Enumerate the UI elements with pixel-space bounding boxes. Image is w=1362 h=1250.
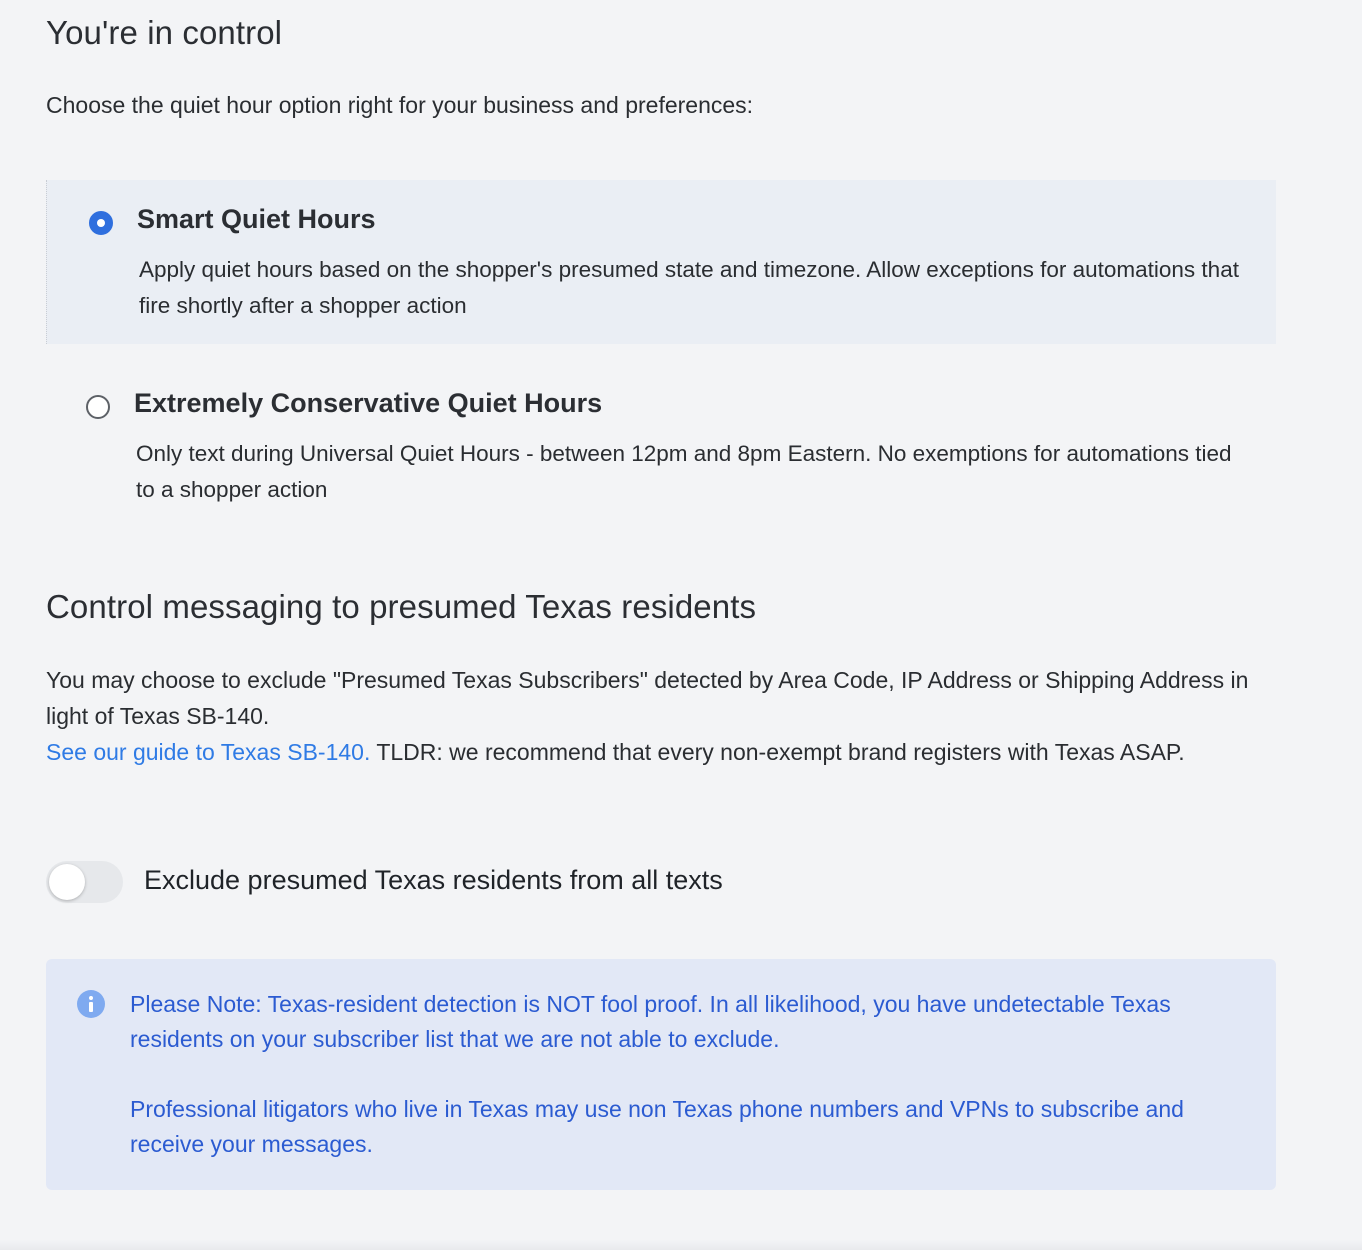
texas-note-callout	[46, 959, 1276, 1190]
option-conservative-quiet-hours[interactable]	[46, 364, 1276, 524]
texas-guide-paragraph	[46, 734, 1276, 770]
radio-selected-dot	[97, 219, 105, 227]
quiet-hours-title: You're in control	[46, 14, 283, 51]
option-description-smart-quiet-hours: Apply quiet hours based on the shopper's presumed state and timezone. Allow exceptions for automations that fire shortly after a shopper action	[139, 257, 1239, 318]
quiet-hours-intro: Choose the quiet hour option right for your business and preferences:	[46, 92, 754, 118]
option-smart-quiet-hours[interactable]	[46, 180, 1276, 344]
page-bottom-edge	[0, 1240, 1362, 1250]
info-icon-bar	[89, 1002, 93, 1012]
note-text	[130, 987, 1250, 1162]
texas-section-title: Control messaging to presumed Texas residents	[46, 588, 757, 625]
note-paragraph-1: Please Note: Texas-resident detection is NOT fool proof. In all likelihood, you have undetectable Texas residents on your subscriber list that we are not able to exclude.	[130, 991, 1171, 1052]
exclude-texas-toggle-row	[46, 860, 946, 904]
option-description-conservative-quiet-hours: Only text during Universal Quiet Hours - between 12pm and 8pm Eastern. No exemptions for automations tied to a shopper action	[136, 441, 1232, 502]
option-title-conservative-quiet-hours[interactable]: Extremely Conservative Quiet Hours	[134, 388, 603, 418]
texas-description	[46, 662, 1276, 770]
note-paragraph-2: Professional litigators who live in Texas may use non Texas phone numbers and VPNs to subscribe and receive your messages.	[130, 1096, 1184, 1157]
toggle-knob	[49, 864, 85, 900]
radio-smart-quiet-hours[interactable]	[89, 211, 113, 235]
exclude-texas-toggle[interactable]	[46, 861, 123, 903]
info-icon-dot	[89, 996, 93, 1000]
option-title-smart-quiet-hours[interactable]: Smart Quiet Hours	[137, 204, 376, 234]
texas-body-text: You may choose to exclude "Presumed Texas Subscribers" detected by Area Code, IP Address or Shipping Address in light of Texas SB-140.	[46, 667, 1249, 729]
texas-tldr-text: TLDR: we recommend that every non-exempt brand registers with Texas ASAP.	[370, 739, 1185, 765]
texas-guide-link[interactable]: See our guide to Texas SB-140.	[46, 739, 371, 765]
exclude-texas-toggle-label[interactable]: Exclude presumed Texas residents from all texts	[144, 865, 723, 895]
radio-conservative-quiet-hours[interactable]	[86, 395, 110, 419]
info-icon	[77, 990, 105, 1018]
